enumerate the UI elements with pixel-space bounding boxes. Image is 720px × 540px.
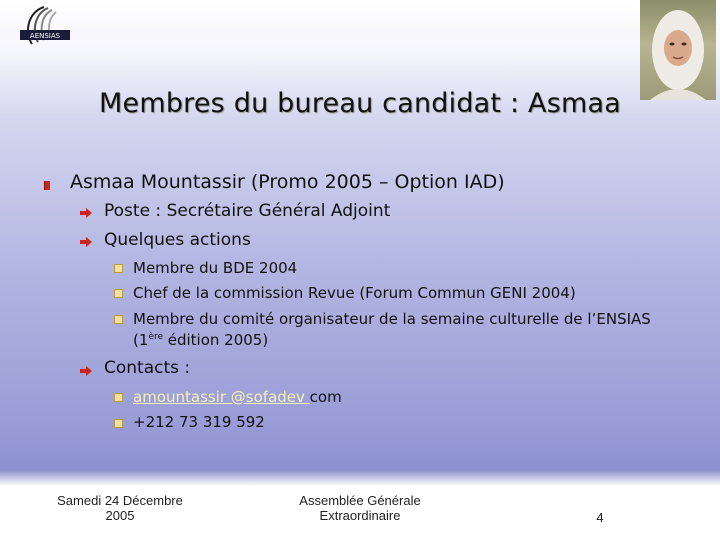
action-item-continuation [133, 331, 268, 349]
edition-superscript: ère [148, 332, 163, 342]
bullet-square-icon [44, 181, 50, 190]
email-suffix: com [309, 388, 342, 406]
action-item: Chef de la commission Revue (Forum Commun GENI 2004) [133, 284, 576, 302]
arrow-bullet-icon [80, 208, 92, 218]
footer-date-line1: Samedi 24 Décembre [57, 493, 183, 508]
member-name: Asmaa Mountassir (Promo 2005 – Option IAD) [70, 171, 505, 193]
edition-suffix: édition 2005) [162, 331, 269, 349]
edition-prefix: (1 [133, 331, 149, 349]
email-link[interactable]: amountassir @sofadev [133, 388, 310, 406]
svg-text:AENSIAS: AENSIAS [29, 32, 61, 40]
slide-title: Membres du bureau candidat : Asmaa [99, 88, 621, 119]
square-bullet-icon [114, 289, 123, 298]
actions-heading: Quelques actions [104, 230, 251, 250]
arrow-bullet-icon [80, 366, 92, 376]
profile-photo [640, 0, 716, 100]
footer-date-line2: 2005 [105, 508, 135, 523]
phone-number: +212 73 319 592 [133, 413, 265, 431]
action-item: Membre du BDE 2004 [133, 259, 298, 277]
email-line [133, 388, 342, 406]
arrow-bullet-icon [80, 237, 92, 247]
square-bullet-icon [114, 264, 123, 273]
poste-text: Poste : Secrétaire Général Adjoint [104, 201, 391, 221]
action-item: Membre du comité organisateur de la semaine culturelle de l’ENSIAS [133, 310, 651, 328]
footer-event-line1: Assemblée Générale [299, 493, 421, 508]
square-bullet-icon [114, 419, 123, 428]
footer-event-line2: Extraordinaire [319, 508, 401, 523]
aensias-logo [14, 4, 74, 56]
page-number: 4 [596, 510, 604, 525]
contacts-heading: Contacts : [104, 358, 191, 378]
square-bullet-icon [114, 315, 123, 324]
footer-event [280, 493, 440, 523]
square-bullet-icon [114, 393, 123, 402]
footer-date [40, 493, 200, 523]
